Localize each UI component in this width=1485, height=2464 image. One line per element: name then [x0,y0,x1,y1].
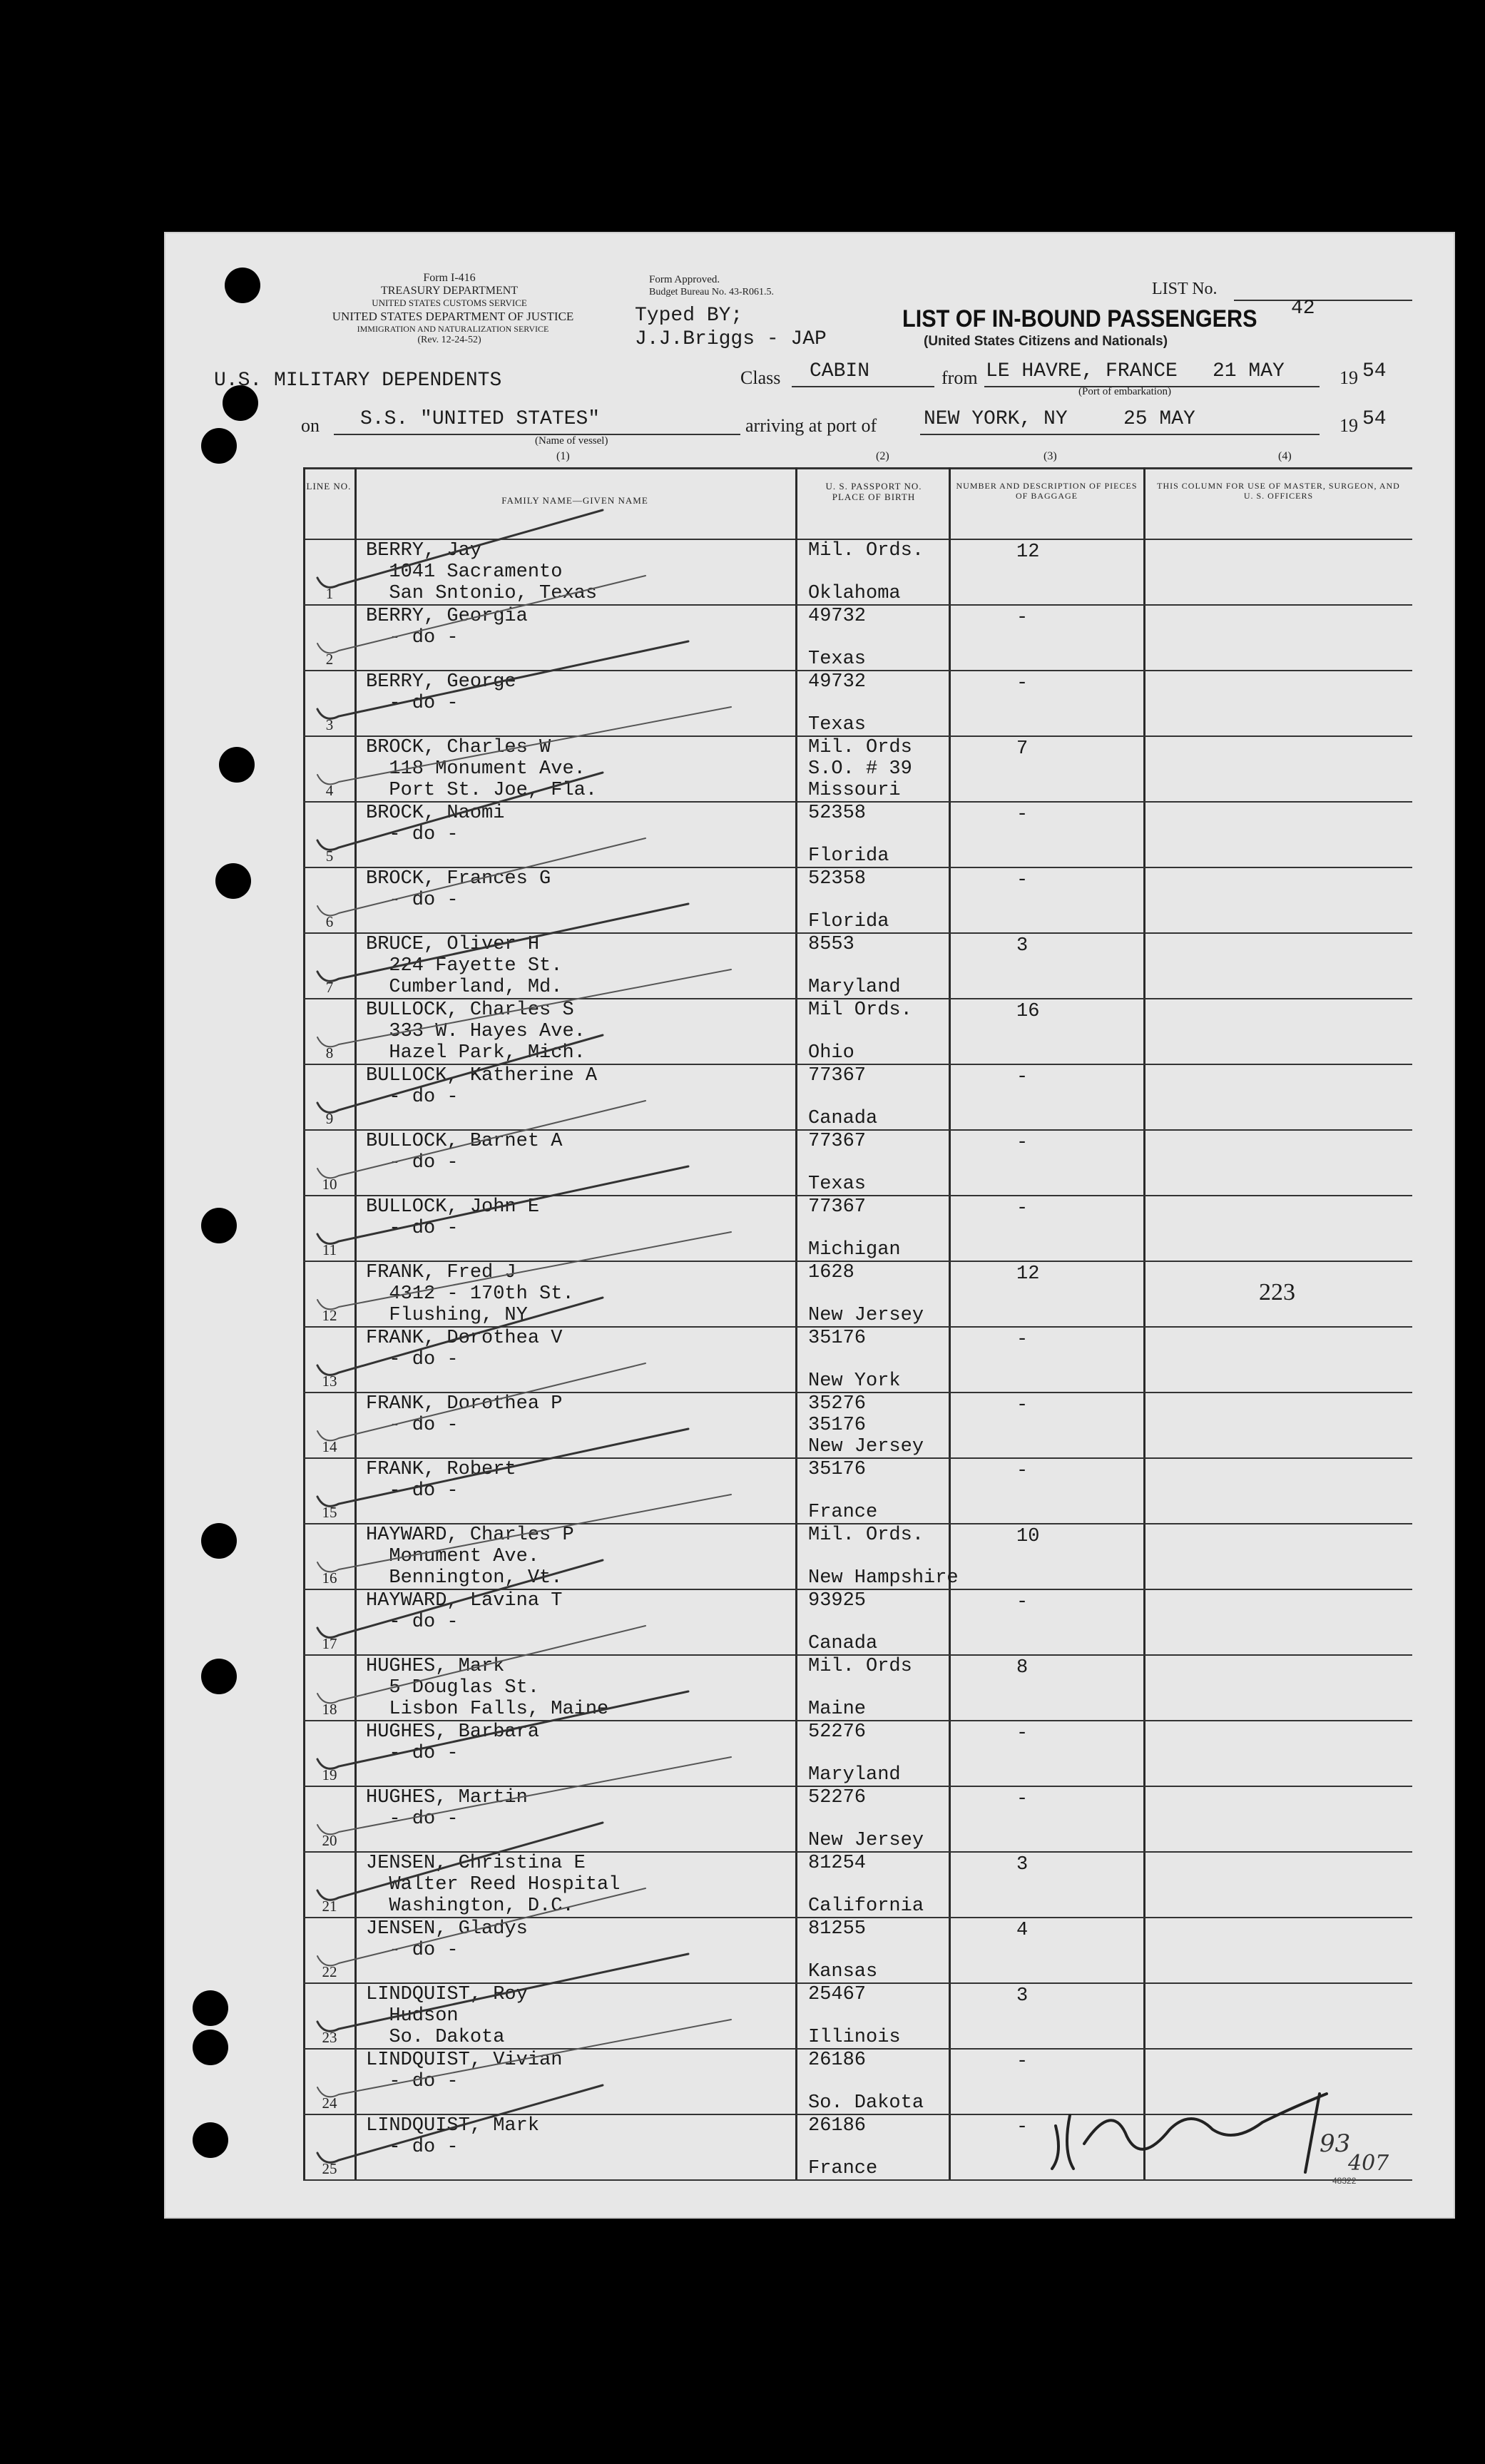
passenger-address-line: Bennington, Vt. [366,1567,563,1589]
passport-number: 52358 [808,868,867,890]
baggage-count: 16 [1016,1001,1040,1022]
passport-number: 49732 [808,606,867,627]
passenger-address-line: 333 W. Hayes Ave. [366,1021,586,1042]
passport-number: 93925 [808,1590,867,1612]
place-of-birth: Michigan [808,1239,901,1261]
baggage-count: - [1016,1723,1029,1744]
place-of-birth: New York [808,1370,901,1392]
passport-number: Mil. Ords [808,737,912,758]
passenger-name: BULLOCK, Charles S [366,999,574,1021]
line-number: 16 [322,1569,337,1587]
place-of-birth: Canada [808,1633,878,1654]
punch-hole [193,1990,228,2026]
table-row [303,2114,1412,2179]
line-number: 12 [322,1307,337,1324]
passport-number: 52276 [808,1787,867,1808]
baggage-count: - [1016,1592,1029,1613]
passenger-address-line: - do - [366,1480,459,1502]
punch-hole [193,2030,228,2065]
passenger-address-line: - do - [366,2137,459,2158]
passenger-address-line: - do - [366,1743,459,1764]
line-number: 14 [322,1438,337,1455]
place-of-birth: Illinois [808,2027,901,2048]
line-number: 24 [322,2094,337,2112]
place-of-birth: Ohio [808,1042,854,1064]
table-row [303,1851,1412,1917]
passenger-name: BULLOCK, Barnet A [366,1131,563,1152]
place-of-birth: Canada [808,1108,878,1129]
col-name-header: FAMILY NAME—GIVEN NAME [501,495,648,506]
passport-number: Mil. Ords. [808,540,924,561]
line-number: 19 [322,1766,337,1783]
passenger-name: BROCK, Frances G [366,868,551,890]
line-number: 4 [325,782,334,799]
form-customs: UNITED STATES CUSTOMS SERVICE [372,297,527,308]
passport-number: 35276 [808,1393,867,1415]
line-number: 22 [322,1963,337,1980]
passenger-name: BROCK, Naomi [366,803,505,824]
table-row [303,1392,1412,1457]
col1-number: (1) [556,450,570,462]
baggage-count: - [1016,1395,1029,1416]
passport-number: Mil Ords. [808,999,912,1021]
baggage-count: - [1016,804,1029,825]
passenger-address-line: - do - [366,1612,459,1633]
baggage-count: - [1016,2117,1029,2138]
passenger-address-line: - do - [366,627,459,648]
passenger-address-line: - do - [366,824,459,845]
place-of-birth: Florida [808,845,889,867]
baggage-count: - [1016,1066,1029,1088]
passenger-address-line: Monument Ave. [366,1546,540,1567]
place-of-birth: New Hampshire [808,1567,959,1589]
place-of-birth: New Jersey [808,1436,924,1457]
arrival-year-prefix: 19 [1339,415,1358,436]
class-label: Class [740,367,781,388]
punch-hole [201,428,237,464]
passenger-address-line: Cumberland, Md. [366,977,563,998]
passenger-address-line: 4312 - 170th St. [366,1283,574,1305]
arrival-port: NEW YORK, NY [924,408,1068,430]
table-row [303,867,1412,932]
line-number: 10 [322,1176,337,1193]
baggage-count: - [1016,1198,1029,1219]
list-number: 42 [1291,297,1315,320]
baggage-count: 3 [1016,935,1029,957]
table-row [303,1523,1412,1589]
place-of-birth: New Jersey [808,1830,924,1851]
form-revision: (Rev. 12-24-52) [417,335,481,345]
table-row [303,2048,1412,2114]
place-of-birth: Texas [808,714,867,735]
table-row [303,735,1412,801]
depart-year-prefix: 19 [1339,367,1358,388]
line-number: 15 [322,1504,337,1521]
col4-number: (4) [1278,450,1292,462]
passenger-name: BULLOCK, Katherine A [366,1065,598,1086]
baggage-count: 12 [1016,541,1040,563]
list-no-label: LIST No. [1152,280,1218,298]
passenger-name: FRANK, Dorothea P [366,1393,563,1415]
table-row [303,932,1412,998]
form-ins: IMMIGRATION AND NATURALIZATION SERVICE [357,324,549,334]
table-row [303,1720,1412,1786]
punch-hole [201,1659,237,1694]
passenger-name: LINDQUIST, Mark [366,2115,540,2137]
passenger-address-line: - do - [366,1415,459,1436]
table-row [303,801,1412,867]
line-number: 1 [325,585,334,602]
table-row [303,539,1412,604]
officer-note: 223 [1259,1279,1295,1305]
table-row [303,1654,1412,1720]
line-number: 20 [322,1832,337,1849]
depart-date: 21 MAY [1213,360,1285,382]
passenger-address-line: - do - [366,693,459,714]
place-of-birth: New Jersey [808,1305,924,1326]
table-row [303,1326,1412,1392]
corner-annotation-small: 48322 [1332,2176,1357,2186]
arrival-date: 25 MAY [1123,408,1195,430]
baggage-count: 12 [1016,1263,1040,1285]
table-row [303,1982,1412,2048]
passport-number: 81254 [808,1853,867,1874]
arrival-year: 54 [1362,408,1387,430]
col2-number: (2) [876,450,889,462]
baggage-count: 4 [1016,1920,1029,1941]
list-number-dashes [1291,297,1303,320]
passport-number: 35176 [808,1415,867,1436]
line-number: 13 [322,1373,337,1390]
passenger-address-line: - do - [366,1349,459,1370]
passport-number: 77367 [808,1131,867,1152]
passport-number: 77367 [808,1065,867,1086]
table-row [303,1064,1412,1129]
form-approved: Form Approved. [649,274,720,285]
list-title: LIST OF IN-BOUND PASSENGERS [902,305,1257,332]
baggage-count: 10 [1016,1526,1040,1547]
passenger-address-line: San Sntonio, Texas [366,583,598,604]
passenger-address-line: 224 Fayette St. [366,955,563,977]
group-label: U.S. MILITARY DEPENDENTS [214,370,502,392]
baggage-count: - [1016,1460,1029,1482]
col3-number: (3) [1043,450,1057,462]
table-row [303,604,1412,670]
place-of-birth: Missouri [808,780,901,801]
place-of-birth: France [808,1502,878,1523]
passenger-name: BERRY, Georgia [366,606,528,627]
passenger-address-line: - do - [366,2071,459,2092]
baggage-count: 7 [1016,738,1029,760]
baggage-count: 3 [1016,1854,1029,1875]
table-row [303,1195,1412,1261]
passport-number: 49732 [808,671,867,693]
table-row [303,1457,1412,1523]
punch-hole [201,1523,237,1559]
passport-number: 52358 [808,803,867,824]
baggage-count: - [1016,607,1029,628]
place-of-birth: Texas [808,648,867,670]
line-number: 7 [325,979,334,996]
passenger-name: JENSEN, Gladys [366,1918,528,1940]
line-number: 18 [322,1701,337,1718]
passport-number: 81255 [808,1918,867,1940]
passport-number: Mil. Ords. [808,1524,924,1546]
embark-port: LE HAVRE, FRANCE [986,360,1178,382]
punch-hole [225,268,260,303]
passport-number: 77367 [808,1196,867,1218]
passenger-address-line: - do - [366,1940,459,1961]
vessel-caption: (Name of vessel) [535,435,608,447]
passport-number: 8553 [808,934,854,955]
place-of-birth: So. Dakota [808,2092,924,2114]
passport-number: S.O. # 39 [808,758,912,780]
passport-number: 35176 [808,1328,867,1349]
place-of-birth: France [808,2158,878,2179]
line-number: 5 [325,847,334,865]
table-row [303,670,1412,735]
passenger-name: HAYWARD, Charles P [366,1524,574,1546]
passenger-name: LINDQUIST, Vivian [366,2050,563,2071]
line-number: 6 [325,913,334,930]
place-of-birth: Oklahoma [808,583,901,604]
table-row [303,1917,1412,1982]
place-of-birth: Maine [808,1699,867,1720]
typed-by-label: Typed BY; [635,305,743,327]
passenger-address-line: Hudson [366,2005,459,2027]
list-subtitle: (United States Citizens and Nationals) [924,334,1168,349]
passenger-address-line: 1041 Sacramento [366,561,563,583]
baggage-count: 8 [1016,1657,1029,1679]
passenger-address-line: Flushing, NY [366,1305,528,1326]
place-of-birth: Texas [808,1174,867,1195]
line-number: 23 [322,2029,337,2046]
form-number: Form I-416 [423,272,476,284]
baggage-count: - [1016,1132,1029,1154]
table-row [303,1261,1412,1326]
passport-number: 26186 [808,2050,867,2071]
passenger-name: FRANK, Dorothea V [366,1328,563,1349]
line-number: 25 [322,2160,337,2177]
passenger-table [303,467,1412,2179]
typed-by-name: J.J.Briggs - JAP [635,328,827,350]
passenger-address-line: So. Dakota [366,2027,505,2048]
baggage-count: - [1016,1329,1029,1350]
passenger-address-line: Lisbon Falls, Maine [366,1699,609,1720]
passenger-address-line: 118 Monument Ave. [366,758,586,780]
manifest-sheet [164,232,1455,2219]
class-value: CABIN [810,360,870,382]
table-row [303,1786,1412,1851]
line-number: 3 [325,716,334,733]
passenger-name: HAYWARD, Lavina T [366,1590,563,1612]
table-top-rule [303,467,1412,469]
col-officer-header: THIS COLUMN FOR USE OF MASTER, SURGEON, AND U. S. OFFICERS [1157,481,1400,501]
passport-number: 26186 [808,2115,867,2137]
arriving-label: arriving at port of [745,415,877,436]
line-number: 9 [325,1110,334,1127]
passenger-address-line: - do - [366,1808,459,1830]
table-row [303,998,1412,1064]
passenger-address-line: Hazel Park, Mich. [366,1042,586,1064]
passenger-name: HUGHES, Mark [366,1656,505,1677]
baggage-count: - [1016,2051,1029,2072]
on-label: on [301,415,320,436]
place-of-birth: Maryland [808,977,901,998]
passenger-name: JENSEN, Christina E [366,1853,586,1874]
form-department: TREASURY DEPARTMENT [380,285,519,297]
passenger-address-line: - do - [366,890,459,911]
passenger-address-line: - do - [366,1218,459,1239]
punch-hole [219,747,255,783]
passport-number: Mil. Ords [808,1656,912,1677]
place-of-birth: Maryland [808,1764,901,1786]
passport-number: 35176 [808,1459,867,1480]
place-of-birth: Kansas [808,1961,878,1982]
line-number: 17 [322,1635,337,1652]
depart-year: 54 [1362,360,1387,382]
passenger-address-line: Port St. Joe, Fla. [366,780,598,801]
col-passport-header: U. S. PASSPORT NO. PLACE OF BIRTH [825,481,922,502]
corner-annotation-b: 407 [1348,2151,1389,2176]
col-baggage-header: NUMBER AND DESCRIPTION OF PIECES OF BAGGAGE [956,481,1138,501]
form-doj: UNITED STATES DEPARTMENT OF JUSTICE [332,310,574,323]
passenger-address-line: Washington, D.C. [366,1895,574,1917]
baggage-count: - [1016,870,1029,891]
passenger-name: HUGHES, Barbara [366,1721,540,1743]
passport-number: 1628 [808,1262,854,1283]
passport-number: 52276 [808,1721,867,1743]
table-row [303,1129,1412,1195]
table-row [303,1589,1412,1654]
passenger-name: FRANK, Fred J [366,1262,516,1283]
baggage-count: - [1016,1788,1029,1810]
class-underline [792,386,934,387]
row-rule [303,2179,1412,2181]
passenger-name: HUGHES, Martin [366,1787,528,1808]
passenger-address-line: 5 Douglas St. [366,1677,540,1699]
port-caption: (Port of embarkation) [1078,386,1171,397]
passport-number: 25467 [808,1984,867,2005]
baggage-count: 3 [1016,1985,1029,2007]
line-number: 21 [322,1898,337,1915]
baggage-count: - [1016,673,1029,694]
line-number: 11 [322,1241,337,1258]
passenger-address-line: - do - [366,1152,459,1174]
passenger-address-line: - do - [366,1086,459,1108]
line-number: 8 [325,1044,334,1062]
punch-hole [201,1208,237,1243]
punch-hole [215,863,251,899]
passenger-name: FRANK, Robert [366,1459,516,1480]
corner-annotation-a: 93 [1320,2129,1351,2158]
from-label: from [941,367,978,388]
line-number: 2 [325,651,334,668]
budget-bureau: Budget Bureau No. 43-R061.5. [649,287,774,297]
place-of-birth: Florida [808,911,889,932]
punch-hole [193,2122,228,2158]
passenger-name: BERRY, Jay [366,540,482,561]
passenger-address-line: Walter Reed Hospital [366,1874,621,1895]
passenger-name: BULLOCK, John E [366,1196,540,1218]
passenger-name: LINDQUIST, Roy [366,1984,528,2005]
passenger-name: BROCK, Charles W [366,737,551,758]
passenger-name: BERRY, George [366,671,516,693]
col-line-header: LINE NO. [306,481,352,492]
passenger-name: BRUCE, Oliver H [366,934,540,955]
place-of-birth: California [808,1895,924,1917]
vessel-name: S.S. "UNITED STATES" [360,408,601,430]
list-no-underline [1234,300,1412,301]
arrival-underline [920,434,1320,435]
